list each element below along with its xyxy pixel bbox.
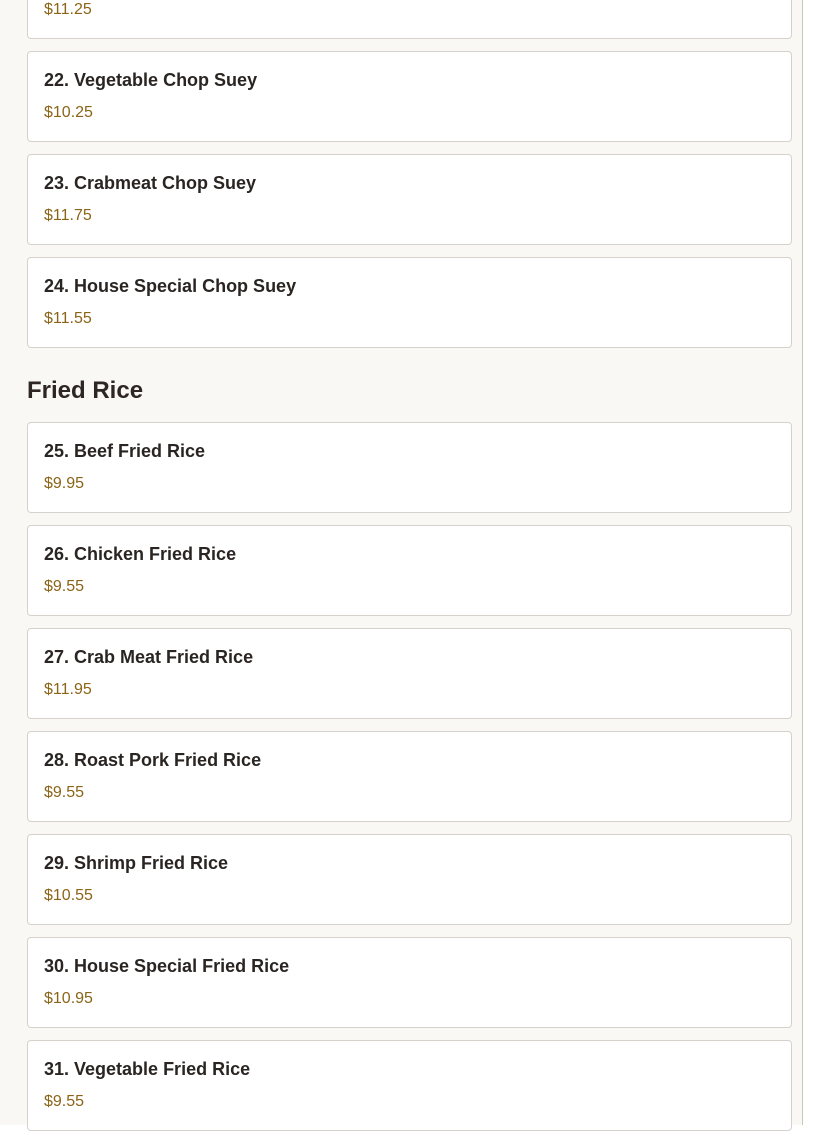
section-title-fried-rice: Fried Rice — [27, 377, 144, 404]
menu-item-name: 25. Beef Fried Rice — [44, 441, 206, 461]
menu-item-name: 26. Chicken Fried Rice — [44, 544, 237, 564]
menu-item-name: 31. Vegetable Fried Rice — [44, 1059, 251, 1079]
menu-item-price: $11.95 — [44, 681, 92, 698]
menu-item-price: $11.75 — [44, 207, 92, 224]
menu-item-price: $10.95 — [44, 990, 93, 1007]
menu-item[interactable] — [27, 0, 792, 39]
menu-item-price: $9.55 — [44, 784, 85, 801]
menu-item-name: 27. Crab Meat Fried Rice — [44, 647, 254, 667]
menu-item-price: $9.55 — [44, 578, 85, 595]
menu-list — [27, 0, 792, 1143]
menu-item[interactable] — [27, 937, 792, 1028]
menu-item[interactable] — [27, 257, 792, 348]
menu-item[interactable] — [27, 525, 792, 616]
menu-item-name: 23. Crabmeat Chop Suey — [44, 173, 257, 193]
menu-item-price: $10.25 — [44, 104, 93, 121]
menu-item[interactable] — [27, 628, 792, 719]
menu-item-name: 28. Roast Pork Fried Rice — [44, 750, 262, 770]
menu-item[interactable] — [27, 154, 792, 245]
menu-item-price: $9.95 — [44, 475, 85, 492]
menu-item-price: $11.55 — [44, 310, 92, 327]
menu-item-price: $10.55 — [44, 887, 93, 904]
menu-item-name: 29. Shrimp Fried Rice — [44, 853, 229, 873]
menu-item[interactable] — [27, 834, 792, 925]
menu-item-price: $9.55 — [44, 1093, 85, 1110]
menu-item[interactable] — [27, 731, 792, 822]
menu-item[interactable] — [27, 1040, 792, 1131]
menu-item-name: 22. Vegetable Chop Suey — [44, 70, 258, 90]
menu-item[interactable] — [27, 51, 792, 142]
menu-item-name: 30. House Special Fried Rice — [44, 956, 290, 976]
menu-item[interactable] — [27, 422, 792, 513]
menu-item-price: $11.25 — [44, 1, 92, 18]
menu-item-name: 24. House Special Chop Suey — [44, 276, 297, 296]
